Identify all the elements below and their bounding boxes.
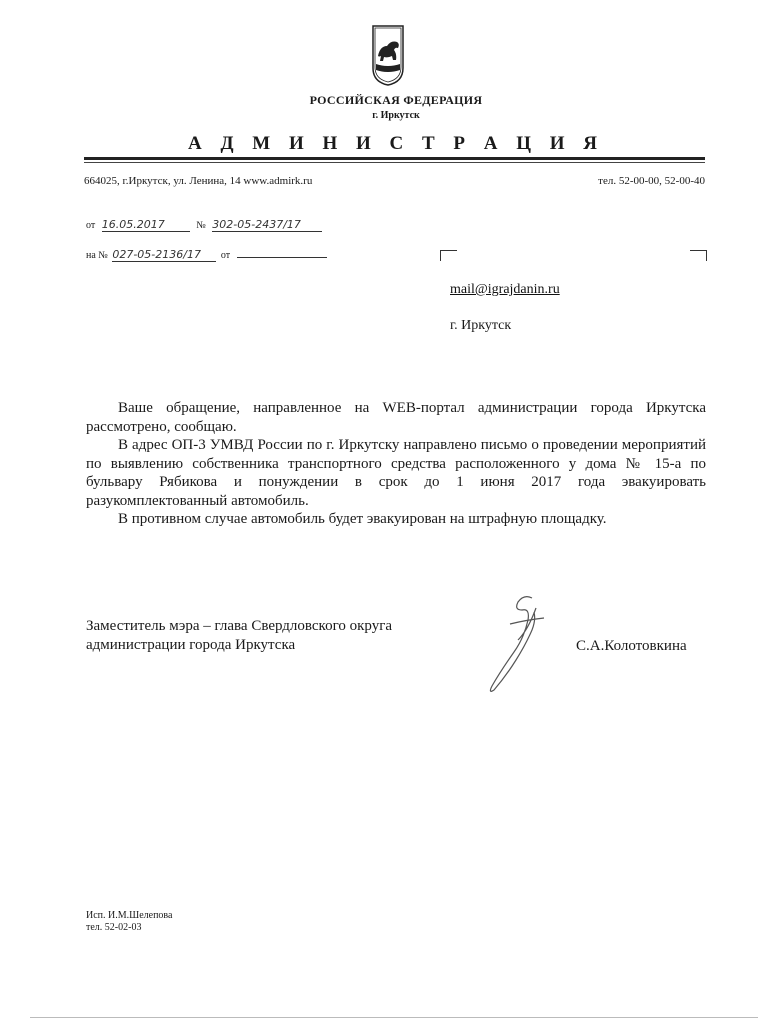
registration-from-row — [86, 218, 322, 232]
signatory-name: С.А.Колотовкина — [576, 638, 687, 654]
address-corner-right — [690, 250, 707, 261]
recipient-city: г. Иркутск — [450, 318, 512, 333]
outgoing-number: 302-05-2437/17 — [212, 218, 322, 232]
incoming-number: 027-05-2136/17 — [112, 248, 216, 262]
signatory-title-line: администрации города Иркутска — [86, 637, 296, 653]
phone-line: тел. 52-00-00, 52-00-40 — [598, 175, 705, 187]
signatory-title-line: Заместитель мэра – глава Свердловского округа — [86, 618, 393, 634]
coat-of-arms-icon — [371, 24, 405, 86]
page-bottom-edge — [30, 1017, 758, 1018]
from-date: 16.05.2017 — [102, 218, 190, 232]
body-paragraph: В адрес ОП-3 УМВД России по г. Иркутску направлено письмо о проведении мероприятий по выявлению собственника транспортного средства расположенного у дома № 15-а по бульвару Рябикова и понуждении в срок до 1 июня 2017 года эвакуировать разукомплектованный автомобиль. — [86, 437, 706, 509]
on-number-label: на № — [86, 250, 108, 261]
executor-name: Исп. И.М.Шелепова — [86, 910, 173, 921]
on-from-date-blank — [237, 246, 327, 258]
signatory-title — [86, 617, 392, 655]
address-corner-left — [440, 250, 457, 261]
number-label: № — [196, 220, 206, 231]
recipient-email: mail@igrajdanin.ru — [450, 282, 560, 297]
handwritten-signature-icon — [480, 590, 560, 700]
on-from-label: от — [220, 250, 231, 261]
address-line: 664025, г.Иркутск, ул. Ленина, 14 www.admirk.ru — [84, 175, 313, 187]
from-label: от — [86, 220, 96, 231]
header-rule-thick — [84, 157, 705, 160]
registration-on-row — [86, 246, 327, 262]
body-paragraph: В противном случае автомобиль будет эвакуирован на штрафную площадку. — [118, 511, 607, 527]
city-heading: г. Иркутск — [372, 110, 420, 121]
organization-title: А Д М И Н И С Т Р А Ц И Я — [187, 133, 605, 154]
executor-phone: тел. 52-02-03 — [86, 922, 142, 933]
executor-info — [86, 910, 172, 934]
header-rule-thin — [84, 162, 705, 163]
federation-heading: РОССИЙСКАЯ ФЕДЕРАЦИЯ — [309, 93, 483, 107]
letter-body — [86, 399, 706, 529]
body-paragraph: Ваше обращение, направленное на WEB-портал администрации города Иркутска рассмотрено, сообщаю. — [86, 400, 706, 435]
